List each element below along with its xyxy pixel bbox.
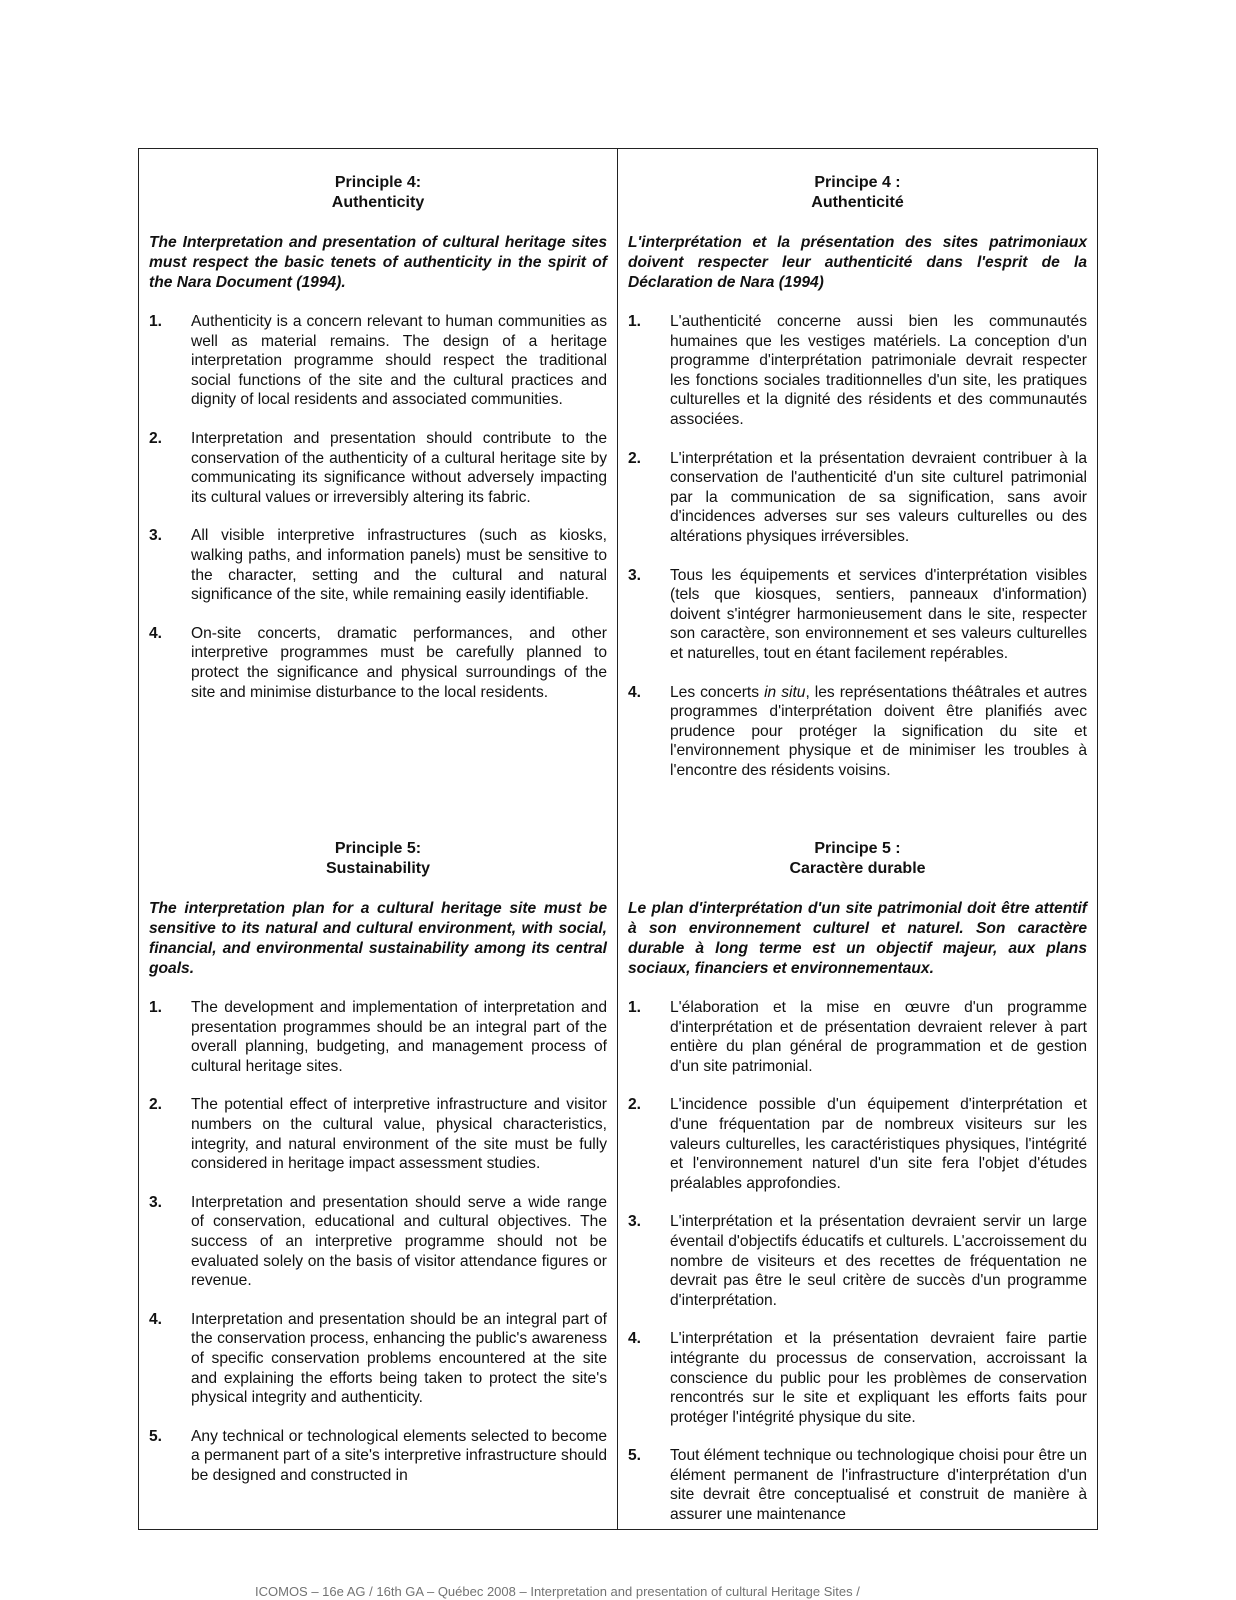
item-number: 4. (149, 624, 163, 642)
page-footer: ICOMOS – 16e AG / 16th GA – Québec 2008 – Interpretation and presentation of cultural Heritage Sites / (255, 1584, 860, 1599)
principle-title: Sustainability (325, 860, 431, 877)
list-item (628, 449, 1087, 547)
item-text-italic: in situ (764, 683, 806, 701)
item-number: 4. (149, 1310, 163, 1328)
item-text: Tous les équipements et services d'interprétation visibles (tels que kiosques, sentiers, panneaux d'information) doivent s'intégrer harmonieusement dans le site, respecter son caractère, son environnement et ses valeurs culturelles et naturelles, tout en étant facilement repérables. (670, 566, 1087, 662)
list-item (628, 1446, 1087, 1524)
principle-label: Principe 5 : (814, 840, 901, 857)
list-item (628, 1329, 1087, 1427)
item-number: 1. (628, 313, 642, 330)
list-item (149, 998, 607, 1076)
principle-label: Principle 5: (334, 840, 422, 857)
item-text: On-site concerts, dramatic performances, and other interpretive programmes must be carefully planned to protect the significance and physical surroundings of the site and minimise disturbance to the local residents. (191, 624, 607, 701)
principle-5-section-en (149, 839, 607, 1504)
item-text: All visible interpretive infrastructures (such as kiosks, walking paths, and information panels) must be sensitive to the character, setting and the cultural and natural significance of the site, while remaining easily identifiable. (191, 527, 607, 604)
principle-title: Authenticité (811, 194, 904, 211)
item-text: L'authenticité concerne aussi bien les communautés humaines que les vestiges matériels. La conception d'un programme d'interprétation patrimoniale devrait respecter les fonctions sociales traditionnelles d'un site, les pratiques culturelles et la dignité des résidents et des communautés associées. (670, 313, 1087, 428)
item-text (670, 683, 1087, 781)
item-text: Interpretation and presentation should serve a wide range of conservation, educational and cultural objectives. The success of an interpretive programme should not be evaluated solely on the basis of visitor attendance figures or revenue. (191, 1193, 607, 1290)
principle-title: Authenticity (331, 194, 425, 211)
item-number: 1. (628, 999, 642, 1016)
item-number: 1. (149, 313, 163, 330)
principle-4-section-fr (628, 173, 1087, 780)
principle-heading (628, 839, 1087, 879)
item-number: 2. (628, 1096, 642, 1114)
principle-title: Caractère durable (789, 860, 926, 877)
item-number: 3. (149, 527, 163, 545)
principle-5-section-fr (628, 839, 1087, 1544)
item-text: L'interprétation et la présentation devraient contribuer à la conservation de l'authenticité d'un site culturel patrimonial par la communication de sa signification, sans avoir d'incidences adverses sur ses valeurs culturelles ou des altérations physiques irréversibles. (670, 449, 1087, 545)
item-text: Any technical or technological elements selected to become a permanent part of a site's interpretive infrastructure should be designed and constructed in (191, 1427, 607, 1484)
list-item (149, 429, 607, 507)
list-item (149, 1310, 607, 1408)
list-item (149, 624, 607, 702)
item-number: 5. (628, 1447, 642, 1465)
item-number: 2. (149, 1096, 163, 1114)
item-text: L'interprétation et la présentation devraient faire partie intégrante du processus de conservation, accroissant la conscience du public pour les problèmes de conservation rencontrés sur le site et expliquant les efforts faits pour protéger l'intégrité physique du site. (670, 1330, 1087, 1426)
principle-tenet: Le plan d'interprétation d'un site patrimonial doit être attentif à son environnement culturel et naturel. Son caractère durable à long terme est un objectif majeur, aux plans sociaux, financiers et environnementaux. (628, 900, 1087, 977)
item-number: 5. (149, 1427, 163, 1445)
list-item (149, 1427, 607, 1486)
list-item (149, 526, 607, 604)
item-text-after: , les représentations théâtrales et autres programmes d'interprétation doivent être planifiés avec prudence pour protéger la signification du site et l'environnement physique et de minimiser les troubles à l'encontre des résidents voisins. (670, 683, 1087, 779)
item-text: L'élaboration et la mise en œuvre d'un programme d'interprétation et de présentation devraient relever à part entière du plan général de programmation et de gestion d'un site patrimonial. (670, 999, 1087, 1075)
list-item (628, 1212, 1087, 1310)
english-column (139, 149, 618, 1529)
item-number: 1. (149, 999, 163, 1016)
item-text: L'incidence possible d'un équipement d'interprétation et d'une fréquentation par de nombreux visiteurs sur les valeurs culturelles, les caractéristiques physiques, l'intégrité et l'environnement naturel d'un site fera l'objet d'études préalables approfondies. (670, 1096, 1087, 1192)
item-number: 2. (628, 449, 642, 467)
item-number: 4. (628, 1330, 642, 1348)
item-text: The development and implementation of interpretation and presentation programmes should be an integral part of the overall planning, budgeting, and management process of cultural heritage sites. (191, 999, 607, 1075)
list-item (628, 312, 1087, 430)
principle-heading (149, 173, 607, 213)
item-text: The potential effect of interpretive infrastructure and visitor numbers on the cultural value, physical characteristics, integrity, and natural environment of the site must be fully considered in heritage impact assessment studies. (191, 1096, 607, 1173)
item-text: Tout élément technique ou technologique choisi pour être un élément permanent de l'infrastructure d'interprétation d'un site devrait être conceptualisé et construit de manière à assurer une maintenance (670, 1447, 1087, 1524)
principle-tenet: L'interprétation et la présentation des sites patrimoniaux doivent respecter leur authenticité dans l'esprit de la Déclaration de Nara (1994) (628, 234, 1087, 291)
item-text-before: Les concerts (670, 683, 765, 701)
item-number: 2. (149, 429, 163, 447)
item-text: Authenticity is a concern relevant to human communities as well as material remains. The design of a heritage interpretation programme should respect the traditional social functions of the site and the cultural practices and dignity of local residents and associated communities. (191, 313, 607, 409)
list-item (628, 683, 1087, 781)
item-number: 4. (628, 683, 642, 701)
principle-tenet: The interpretation plan for a cultural heritage site must be sensitive to its natural and cultural environment, with social, financial, and environmental sustainability among its central goals. (149, 900, 607, 977)
list-item (628, 1095, 1087, 1193)
list-item (149, 1095, 607, 1173)
list-item (149, 312, 607, 410)
item-text: L'interprétation et la présentation devraient servir un large éventail d'objectifs éducatifs et culturels. L'accroissement du nombre de visiteurs et des recettes de fréquentation ne devrait pas être le seul critère de succès d'un programme d'interprétation. (670, 1213, 1087, 1309)
french-column (618, 149, 1097, 1529)
principle-tenet: The Interpretation and presentation of cultural heritage sites must respect the basic tenets of authenticity in the spirit of the Nara Document (1994). (149, 234, 607, 291)
list-item (149, 1193, 607, 1291)
principle-heading (149, 839, 607, 879)
principle-heading (628, 173, 1087, 213)
item-number: 3. (628, 1213, 642, 1231)
principle-label: Principle 4: (334, 174, 422, 191)
list-item (628, 998, 1087, 1076)
bilingual-table (138, 148, 1098, 1530)
principle-4-section-en (149, 173, 607, 702)
item-text: Interpretation and presentation should contribute to the conservation of the authenticity of a cultural heritage site by communicating its significance without adversely impacting its cultural values or irreversibly altering its fabric. (191, 429, 607, 506)
list-item (628, 566, 1087, 664)
principle-label: Principe 4 : (814, 174, 901, 191)
item-number: 3. (149, 1193, 163, 1211)
item-text: Interpretation and presentation should be an integral part of the conservation process, enhancing the public's awareness of specific conservation problems encountered at the site and explaining the efforts being taken to protect the site's physical integrity and authenticity. (191, 1310, 607, 1407)
item-number: 3. (628, 566, 642, 584)
